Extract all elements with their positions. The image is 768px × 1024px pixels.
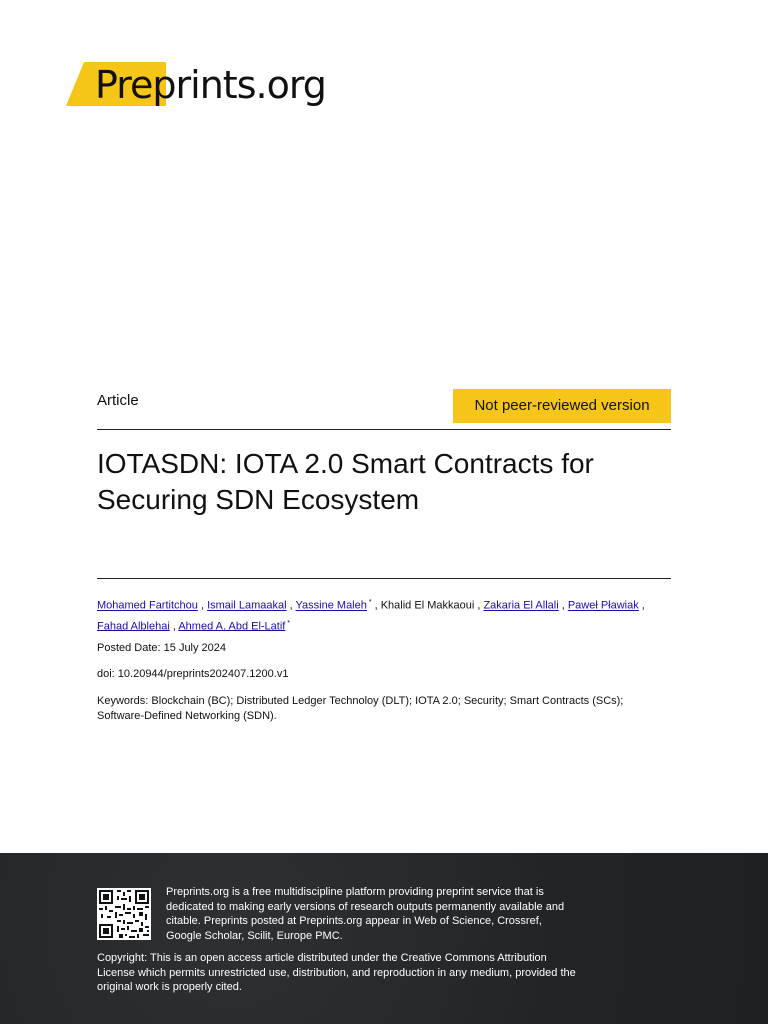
author-zakaria-el-allali[interactable]: Zakaria El Allali <box>483 599 559 612</box>
author-ismail-lamaakal[interactable]: Ismail Lamaakal <box>207 599 287 612</box>
review-status-badge: Not peer-reviewed version <box>453 389 671 423</box>
author-mohamed-fartitchou[interactable]: Mohamed Fartitchou <box>97 599 198 612</box>
posted-date: Posted Date: 15 July 2024 <box>97 642 227 654</box>
logo-rest-text: prints.org <box>152 63 326 107</box>
logo-wordmark <box>95 62 326 108</box>
keywords-line-2: Software-Defined Networking (SDN). <box>97 710 277 722</box>
doi[interactable]: doi: 10.20944/preprints202407.1200.v1 <box>97 668 289 680</box>
keywords <box>97 694 677 724</box>
preprints-logo[interactable] <box>66 62 366 108</box>
page-title: IOTASDN: IOTA 2.0 Smart Contracts for Securing SDN Ecosystem <box>97 448 594 515</box>
keywords-line-1: Keywords: Blockchain (BC); Distributed Ledger Technoloy (DLT); IOTA 2.0; Security; Smart Contracts (SCs); <box>97 695 624 707</box>
footer-about-text: Preprints.org is a free multidiscipline platform providing preprint service that is dedicated to making early versions of research outputs permanently available and citable. Preprints posted at Preprints.org appear in Web of Science, Crossref, Google Scholar, Scilit, Europe PMC. <box>166 886 565 942</box>
author-ahmed-a-abd-el-latif[interactable]: Ahmed A. Abd El-Latif <box>178 620 286 633</box>
corresponding-author-marker: * <box>366 599 372 606</box>
qr-code-icon[interactable] <box>97 888 151 940</box>
logo-highlight-text: Pre <box>95 63 153 107</box>
author-pawe-p-awiak[interactable]: Paweł Pławiak <box>567 599 639 612</box>
corresponding-author-marker: * <box>285 619 291 627</box>
title-divider <box>97 578 671 579</box>
author-list: Mohamed Fartitchou , Ismail Lamaakal , Yassine Maleh * , Khalid El Makkaoui , Zakaria El Allali , Paweł Pławiak , Fahad Alblehai , Ahmed A. Abd El-Latif * <box>97 599 645 633</box>
author-yassine-maleh[interactable]: Yassine Maleh <box>295 599 367 612</box>
article-type-label: Article <box>97 392 139 409</box>
footer-copyright-text: Copyright: This is an open access article distributed under the Creative Commons Attribution License which permits unrestricted use, distribution, and reproduction in any medium, provided the original work is properly cited. <box>97 952 576 993</box>
author-fahad-alblehai[interactable]: Fahad Alblehai <box>97 620 170 633</box>
author-khalid-el-makkaoui: Khalid El Makkaoui <box>380 599 475 612</box>
header-divider <box>97 429 671 430</box>
